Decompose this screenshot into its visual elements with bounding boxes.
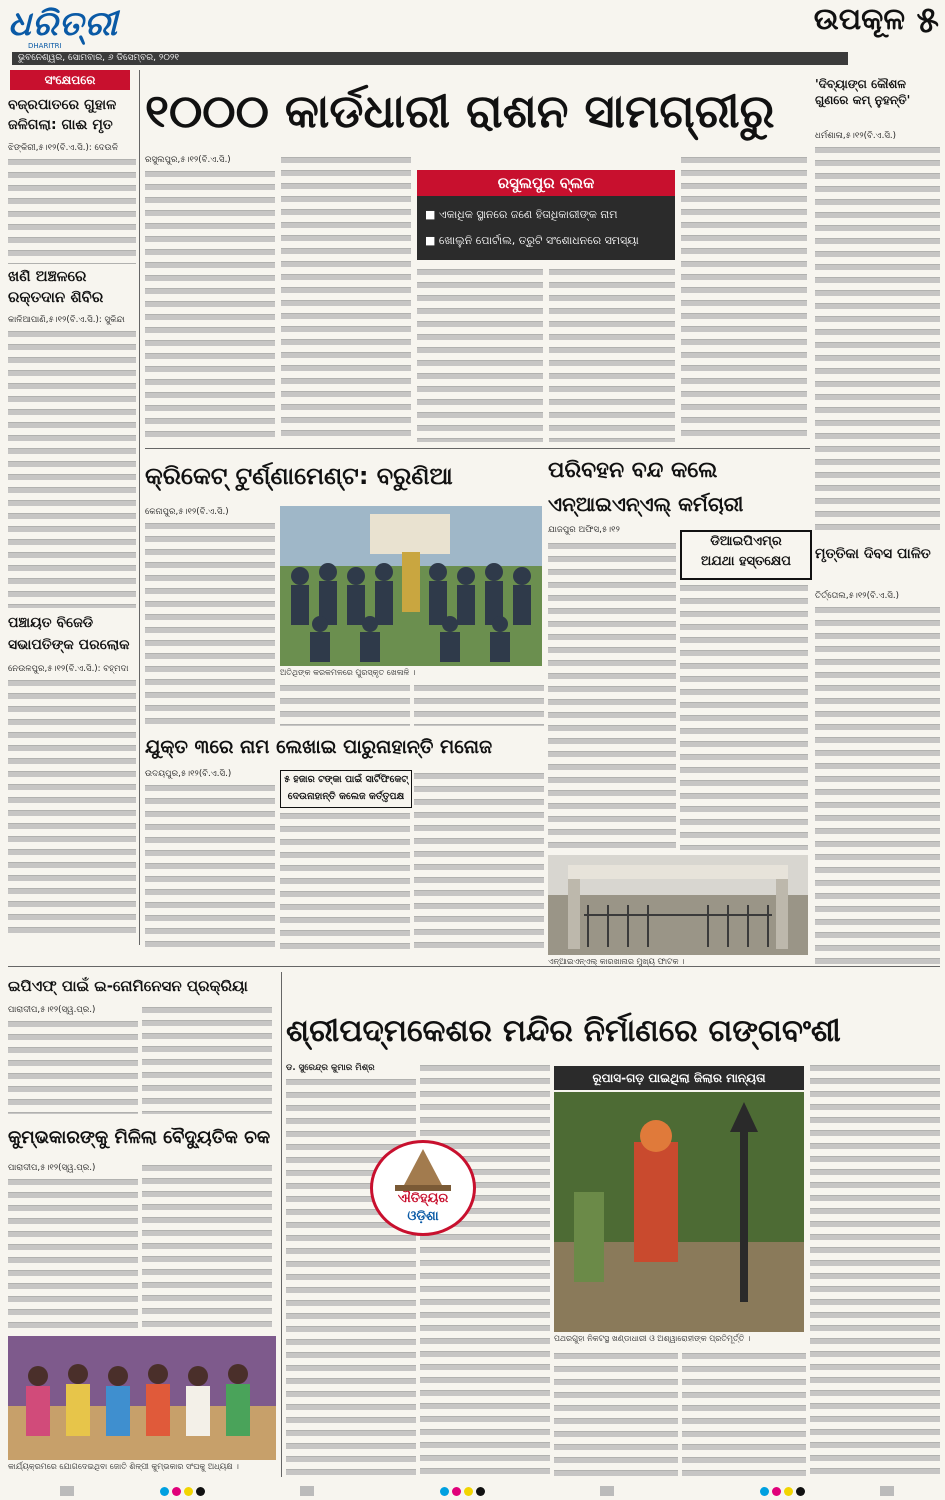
print-swatch xyxy=(880,1486,894,1496)
epf-body-col1 xyxy=(8,1018,138,1114)
lead-body-col2 xyxy=(281,154,411,442)
gate-photo-art xyxy=(548,855,808,955)
yellow-dot xyxy=(184,1487,193,1496)
manoj-dateline: ଉଦୟପୁର,୫।୧୨(ବି.ଏ.ସି.) xyxy=(145,769,232,779)
potter-dateline: ପାରାଦୀପ,୫।୧୨(ସ୍ୱ.ପ୍ର.) xyxy=(8,1163,96,1173)
brief-label: ସଂକ୍ଷେପରେ xyxy=(10,70,130,90)
divyang-headline: 'ଦିବ୍ୟାଙ୍ଗ କୌଶଳ ଗୁଣରେ କମ୍ ନୁହନ୍ତି' xyxy=(815,77,911,107)
lead-body-col3 xyxy=(417,266,543,442)
potter-body-col2 xyxy=(142,1162,272,1332)
transport-body-col2 xyxy=(680,582,808,850)
page-number: ୫ xyxy=(916,0,939,41)
temple-body-col4 xyxy=(682,1350,806,1476)
lead-dateline: ରସୁଲପୁର,୫।୧୨(ବି.ଏ.ସି.) xyxy=(145,155,231,165)
lead-body-col5 xyxy=(681,154,807,442)
lead-headline: ୧୦୦୦ କାର୍ଡଧାରୀ ରାଶନ ସାମଗ୍ରୀରୁ xyxy=(145,84,775,138)
temple-body-col1 xyxy=(286,1076,416,1476)
brief-item3-body xyxy=(8,677,136,939)
newspaper-logo: ଧରିତ୍ରୀ xyxy=(8,4,119,44)
brief-item2-body xyxy=(8,328,136,608)
temple-photo xyxy=(554,1092,804,1332)
epf-body-col2 xyxy=(142,1004,272,1114)
manoj-body-col3 xyxy=(414,770,544,950)
badge-line1: ଐତିହ୍ୟର xyxy=(397,1191,449,1206)
heritage-badge xyxy=(370,1140,476,1236)
temple-photo-title: ରୂପାସ-ଗଡ଼ ପାଇଥିଲା ଜିଲାର ମାନ୍ୟତା xyxy=(554,1066,804,1090)
dateline: ଭୁବନେଶ୍ୱର, ସୋମବାର, ୬ ଡିସେମ୍ବର, ୨୦୨୧ xyxy=(12,52,848,65)
cricket-body-col2 xyxy=(280,682,410,726)
block-bullet-2: ■ ଖୋଲୁନି ପୋର୍ଟାଲ, ତ୍ରୁଟି ସଂଶୋଧନରେ ସମସ୍ୟା xyxy=(425,234,639,247)
print-swatch xyxy=(300,1486,314,1496)
temple-byline: ଡ. ସୁରେନ୍ଦ୍ର କୁମାର ମିଶ୍ର xyxy=(286,1063,375,1073)
soil-headline: ମୃତ୍ତିକା ଦିବସ ପାଳିତ xyxy=(815,546,931,562)
cricket-photo-art xyxy=(280,506,542,666)
magenta-dot xyxy=(172,1487,181,1496)
print-swatch xyxy=(600,1486,614,1496)
transport-tag-line2: ଅଯଥା ହସ୍ତକ୍ଷେପ xyxy=(700,554,792,569)
potter-headline: କୁମ୍ଭକାରଙ୍କୁ ମିଳିଲା ବୈଦ୍ୟୁତିକ ଚକ xyxy=(8,1127,271,1148)
transport-caption: ଏନ୍‌ଆଇଏନ୍‌ଏଲ୍ କାରଖାନାର ମୁଖ୍ୟ ଫାଟକ । xyxy=(548,957,685,966)
block-bullet-2-text: ଖୋଲୁନି ପୋର୍ଟାଲ, ତ୍ରୁଟି ସଂଶୋଧନରେ ସମସ୍ୟା xyxy=(438,234,639,247)
transport-headline-2: ଏନ୍‌ଆଇଏନ୍‌ଏଲ୍ କର୍ମଚାରୀ xyxy=(548,492,744,516)
soil-dateline: ତିର୍ତ୍ତୋଲ,୫।୧୨(ବି.ଏ.ସି.) xyxy=(815,591,899,601)
logo-subtitle: DHARITRI xyxy=(28,42,62,50)
brief-item1-title: ବଜ୍ରପାତରେ ଗୁହାଳ ଜଳିଗଲା: ଗାଈ ମୃତ xyxy=(8,97,117,133)
epf-headline: ଇପିଏଫ୍ ପାଇଁ ଇ-ନୋମିନେସନ ପ୍ରକ୍ରିୟା xyxy=(8,977,248,995)
manoj-headline: ଯୁକ୍ତ ୩ରେ ନାମ ଲେଖାଇ ପାରୁନାହାନ୍ତି ମନୋଜ xyxy=(145,736,493,758)
cyan-dot xyxy=(440,1487,449,1496)
potter-event-photo xyxy=(8,1336,276,1460)
soil-body xyxy=(815,604,940,964)
cricket-body-col1 xyxy=(145,520,275,726)
magenta-dot xyxy=(772,1487,781,1496)
brief-item1-body xyxy=(8,156,136,264)
divyang-dateline: ଧର୍ମଶାଳା,୫।୧୨(ବି.ଏ.ସି.) xyxy=(815,131,897,141)
column-divider xyxy=(139,70,140,945)
block-bullet-1: ■ ଏକାଧିକ ସ୍ଥାନରେ ଜଣେ ହିତାଧିକାରୀଙ୍କ ନାମ xyxy=(425,208,618,221)
manoj-box xyxy=(280,770,412,808)
lead-body-col1 xyxy=(145,168,275,442)
print-swatch xyxy=(60,1486,74,1496)
manoj-box-line2: ଦେଉନାହାନ୍ତି କଲେଜ କର୍ତ୍ତୃପକ୍ଷ xyxy=(287,791,405,802)
brief-item3-title: ପଞ୍ଚାୟତ ବିଜେଡି ସଭାପତିଙ୍କ ପରଲୋକ xyxy=(8,615,130,653)
yellow-dot xyxy=(784,1487,793,1496)
lead-block-box xyxy=(417,170,675,260)
temple-body-col5 xyxy=(810,1062,940,1476)
lead-body-col4 xyxy=(549,266,675,442)
transport-tag-box xyxy=(680,530,812,580)
black-dot xyxy=(476,1487,485,1496)
masthead xyxy=(0,0,945,62)
brief-item2-title: ଖଣି ଅଞ୍ଚଳରେ ରକ୍ତଦାନ ଶିବିର xyxy=(8,267,104,306)
temple-body-col3 xyxy=(554,1350,678,1476)
cyan-dot xyxy=(160,1487,169,1496)
cyan-dot xyxy=(760,1487,769,1496)
transport-tag-line1: ଡିଆଇପିଏମ୍‌ର xyxy=(710,534,782,549)
block-title: ରସୁଲପୁର ବ୍ଲକ xyxy=(417,170,675,196)
transport-body-col1 xyxy=(548,540,676,850)
section-title: ଉପକୂଳ xyxy=(813,2,905,37)
black-dot xyxy=(796,1487,805,1496)
cricket-body-col3 xyxy=(414,682,544,726)
divyang-body xyxy=(815,144,940,536)
brief-item1-lead: ଝିଙ୍କିରୀ,୫।୧୨(ବି.ଏ.ସି.): ଦେଉଳି xyxy=(8,143,119,153)
temple-icon xyxy=(373,1147,473,1193)
magenta-dot xyxy=(452,1487,461,1496)
temple-photo-caption: ପଥରଗୁହା ନିକଟସ୍ଥ ଖଣ୍ଡାଧାରୀ ଓ ଅଶ୍ୱାରୋହୀଙ୍କ ପ୍ରତିମୂର୍ତ୍ତି । xyxy=(554,1334,751,1343)
brief-item2-lead: କାଳିଆପାଣି,୫।୧୨(ବି.ଏ.ସି.): ସୁକିନ୍ଦା xyxy=(8,315,125,325)
cricket-team-photo xyxy=(280,506,542,666)
black-dot xyxy=(196,1487,205,1496)
potter-photo-art xyxy=(8,1336,276,1460)
transport-headline-1: ପରିବହନ ବନ୍ଦ କଲେ xyxy=(548,458,718,483)
section-rule-2 xyxy=(8,966,940,967)
cricket-dateline: କେନାପୁର,୫।୧୨(ବି.ଏ.ସି.) xyxy=(145,507,229,517)
badge-line2: ଓଡ଼ିଶା xyxy=(407,1209,439,1224)
block-bullet-1-text: ଏକାଧିକ ସ୍ଥାନରେ ଜଣେ ହିତାଧିକାରୀଙ୍କ ନାମ xyxy=(438,208,618,221)
manoj-body-col1 xyxy=(145,782,275,950)
epf-dateline: ପାରାଦୀପ,୫।୧୨(ସ୍ୱ.ପ୍ର.) xyxy=(8,1005,96,1015)
potter-caption: କାର୍ଯ୍ୟକ୍ରମରେ ଯୋଗଦେଇଥିବା ଜୋତି ଶିଳ୍ପୀ କୁମ୍ଭକାର ସଂଘକୁ ଅଧ୍ୟକ୍ଷ । xyxy=(8,1462,239,1471)
temple-body-col2 xyxy=(420,1062,550,1476)
manoj-box-line1: ୫ ହଜାର ଟଙ୍କା ପାଇଁ ସାର୍ଟିଫିକେଟ୍ xyxy=(284,774,408,785)
temple-headline: ଶ୍ରୀପଦ୍ମକେଶର ମନ୍ଦିର ନିର୍ମାଣରେ ଗଙ୍ଗବଂଶୀ xyxy=(286,1013,841,1049)
section-rule xyxy=(145,448,810,449)
cricket-caption: ଅତିଥିଙ୍କ କରକମଳରେ ପୁରସ୍କୃତ ଖେଳାଳି । xyxy=(280,668,416,677)
cricket-headline: କ୍ରିକେଟ୍ ଟୁର୍ଣ୍ଣାମେଣ୍ଟ: ବରୁଣିଆ xyxy=(145,462,453,490)
column-divider-2 xyxy=(281,972,282,1477)
transport-dateline: ଯାଜପୁର ଅଫିସ,୫।୧୨ xyxy=(548,525,620,535)
potter-body-col1 xyxy=(8,1176,138,1332)
manoj-body-col2 xyxy=(280,810,410,950)
brief-item3-lead: ନେଉଳପୁର,୫।୧୨(ବି.ଏ.ସି.): ବହ୍ମଦା xyxy=(8,664,129,674)
temple-photo-art xyxy=(554,1092,804,1332)
transport-gate-photo xyxy=(548,855,808,955)
yellow-dot xyxy=(464,1487,473,1496)
